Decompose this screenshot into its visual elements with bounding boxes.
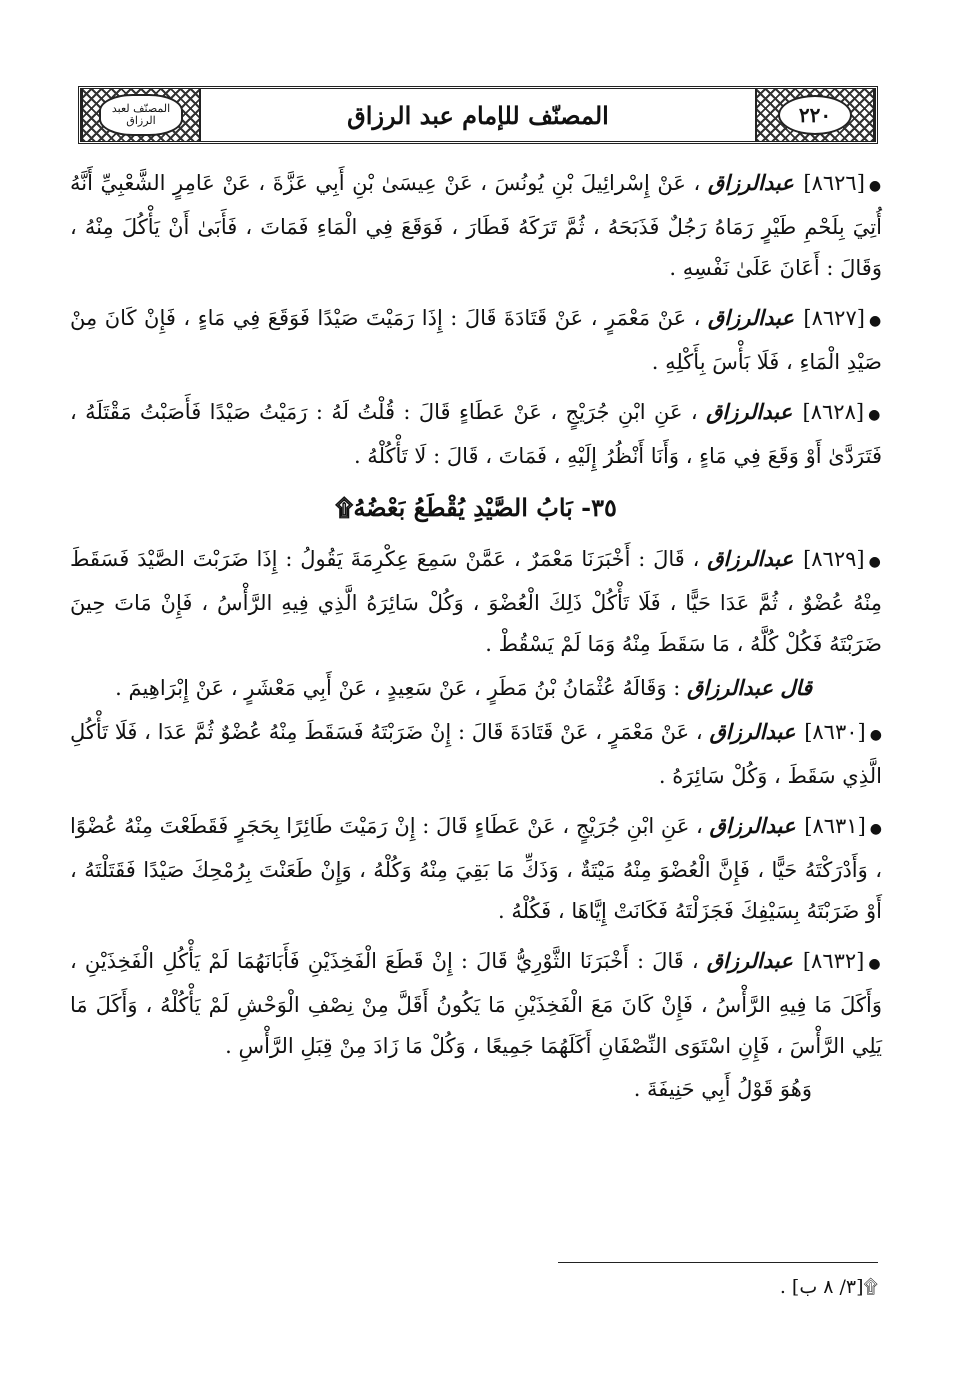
narrator-name: عبدالرزاق — [707, 546, 794, 571]
header-ornament-right — [755, 89, 875, 141]
footnote-divider — [558, 1262, 878, 1263]
chapter-title: ٣٥- بَابُ الصَّيْدِ يُقْطَعُ بَعْضُهُ — [353, 493, 617, 522]
hadith-text: ، قَالَ : أَخْبَرَنَا الثَّوْرِيُّ قَالَ : إِنْ قَطَعَ الْفَخِذَيْنِ فَأَبَانَهُمَا لَمْ يَأْكُلِ الْفَخِذَيْنِ ، وَأَكَلَ مَا فِيهِ الرَّأْسُ ، فَإِنْ كَانَ مَعَ الْفَخِذَيْنِ مَا يَكُونُ أَقَلَّ مِنْ نِصْفِ الْوَحْشِ لَمْ يَأْكُلْهُ ، وَأَكَلَ مَا يَلِي الرَّأْسَ ، فَإِنِ اسْتَوَى النِّصْفَانِ أَكَلَهُمَا جَمِيعًا ، وَكُلْ مَا زَادَ مِنْ قِبَلِ الرَّأْسِ . — [70, 949, 882, 1058]
hadith-text: ، قَالَ : أَخْبَرَنَا مَعْمَرٌ ، عَمَّنْ سَمِعَ عِكْرِمَةَ يَقُولُ : إِذَا ضَرَبْتَ الصَّيْدَ فَسَقَطَ مِنْهُ عُضْوٌ ، ثُمَّ عَدَا حَيًّا ، فَلَا تَأْكُلْ ذَلِكَ الْعُضْوَ ، وَكُلْ سَائِرَهُ الَّذِي فِيهِ الرَّأْسُ ، فَإِنْ مَاتَ حِينَ ضَرَبْتَهُ فَكُلْ كُلَّهُ ، مَا سَقَطَ مِنْهُ وَمَا لَمْ يَسْقُطْ . — [70, 547, 882, 656]
hadith-text: ، عَنْ مَعْمَرٍ ، عَنْ قَتَادَةَ قَالَ : إِنْ ضَرَبْتَهُ فَسَقَطَ مِنْهُ عُضْوٌ ثُمَّ عَدَا ، فَلَا تَأْكُلِ الَّذِي سَقَطَ ، وَكُلْ سَائِرَهُ . — [70, 720, 882, 788]
bullet-icon: ● — [869, 821, 882, 837]
hadith-number: [٨٦٢٨] — [802, 400, 865, 424]
narrator-name: عبدالرزاق — [707, 305, 794, 330]
narrator-name: عبدالرزاق — [709, 719, 796, 744]
book-title: المصنّف للإمام عبد الرزاق — [347, 100, 609, 130]
hadith-number: [٨٦٢٦] — [803, 171, 865, 195]
hadith-8630 — [70, 711, 882, 797]
hadith-text: ، عَنِ ابْنِ جُرَيْجٍ ، عَنْ عَطَاءٍ قَالَ : قُلْتُ لَهُ : رَمَيْتُ صَيْدًا فَأَصَبْتُ مَقْتَلَهُ ، فَتَرَدَّىٰ أَوْ وَقَعَ فِي مَاءٍ ، وَأَنَا أَنْظُرُ إِلَيْهِ ، فَمَاتَ ، قَالَ : لَا تَأْكُلْهُ . — [70, 400, 882, 468]
bullet-icon: ● — [868, 407, 883, 423]
hadith-number: [٨٦٢٩] — [803, 547, 865, 571]
narrator-name: قال عبدالرزاق — [687, 675, 812, 700]
bullet-icon: ● — [868, 956, 882, 972]
hadith-number: [٨٦٣١] — [804, 814, 866, 838]
footnote: ۩[٣/ ٨ ب] . — [779, 1276, 878, 1298]
page-body — [70, 162, 882, 1112]
hadith-8627 — [70, 297, 882, 383]
bullet-icon: ● — [868, 313, 882, 329]
closing-statement: وَهُوَ قَوْلُ أَبِي حَنِيفَةَ . — [633, 1077, 812, 1101]
bullet-icon: ● — [868, 554, 882, 570]
hadith-text: ، عَنْ مَعْمَرٍ ، عَنْ قَتَادَةَ قَالَ : إِذَا رَمَيْتَ صَيْدًا فَوَقَعَ فِي مَاءٍ ، فَإِنْ كَانَ مِنْ صَيْدِ الْمَاءِ ، فَلَا بَأْسَ بِأَكْلِهِ . — [70, 306, 882, 374]
hadith-number: [٨٦٣٠] — [804, 720, 866, 744]
header-ornament-left — [81, 89, 201, 141]
narrator-name: عبدالرزاق — [706, 948, 793, 973]
comment-text: : وَقَالَهُ عُثْمَانُ بْنُ مَطَرٍ ، عَنْ سَعِيدٍ ، عَنْ أَبِي مَعْشَرٍ ، عَنْ إِبْرَاهِيمَ . — [115, 676, 681, 700]
chapter-heading — [70, 487, 882, 528]
manuscript-mark-icon: ۩ — [335, 493, 354, 522]
book-seal: المصنّف لعبد الرزاق — [99, 94, 183, 136]
narrator-name: عبدالرزاق — [707, 170, 794, 195]
bullet-icon: ● — [868, 178, 882, 194]
hadith-8631 — [70, 805, 882, 932]
hadith-8632 — [70, 940, 882, 1067]
narrator-name: عبدالرزاق — [709, 813, 796, 838]
hadith-number: [٨٦٣٢] — [802, 949, 865, 973]
page-number: ٢٢٠ — [778, 95, 852, 135]
hadith-8629 — [70, 538, 882, 665]
page-header — [78, 86, 878, 144]
narrator-comment — [70, 667, 882, 709]
hadith-8626 — [70, 162, 882, 289]
narrator-name: عبدالرزاق — [706, 399, 793, 424]
hadith-text: ، عَنْ إِسْرائِيلَ بْنِ يُونُسَ ، عَنْ عِيسَىٰ بْنِ أَبِي عَزَّةَ ، عَنْ عَامِرٍ الشَّعْبِيِّ أَنَّهُ أُتِيَ بِلَحْمِ طَيْرٍ رَمَاهُ رَجُلٌ فَذَبَحَهُ ، ثُمَّ تَرَكَهُ فَطَارَ ، فَوَقَعَ فِي الْمَاءِ فَمَاتَ ، فَأَبَىٰ أَنْ يَأْكُلَ مِنْهُ ، وَقَالَ : أَعَانَ عَلَىٰ نَفْسِهِ . — [70, 171, 882, 280]
hadith-8628 — [70, 391, 882, 477]
hadith-number: [٨٦٢٧] — [803, 306, 865, 330]
hadith-text: ، عَنِ ابْنِ جُرَيْجٍ ، عَنْ عَطَاءٍ قَالَ : إِنْ رَمَيْتَ طَائِرًا بِحَجَرٍ فَقَطَعْتَ مِنْهُ عُضْوًا ، وَأَدْرَكْتَهُ حَيًّا ، فَإِنَّ الْعُضْوَ مِنْهُ مَيْتَةٌ ، وَذَكِّ مَا بَقِيَ مِنْهُ وَكُلْهُ ، وَإِنْ طَعَنْتَ بِرُمْحِكَ صَيْدًا فَقَتَلْتَهُ ، أَوْ ضَرَبْتَهُ بِسَيْفِكَ فَجَزَلْتَهُ فَكَانَتْ إِيَّاهَا ، فَكُلْهُ . — [70, 814, 882, 923]
bullet-icon: ● — [869, 727, 882, 743]
